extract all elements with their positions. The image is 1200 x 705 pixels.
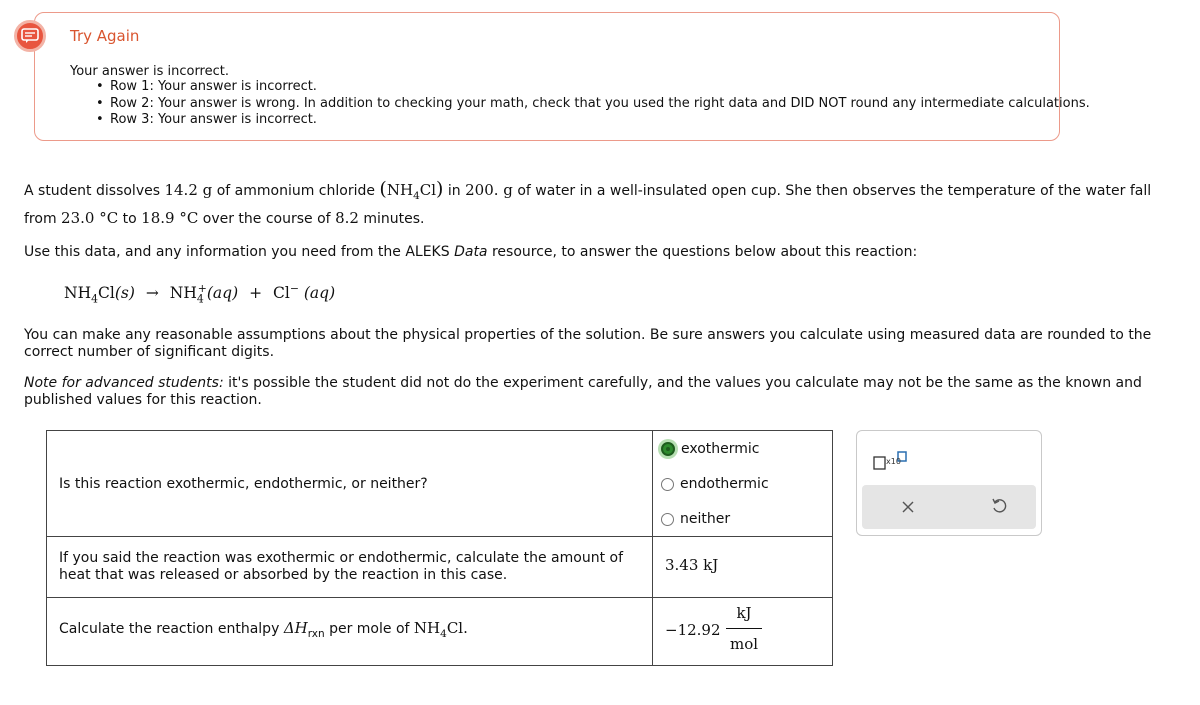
data-resource-link: Data <box>454 244 488 260</box>
heat-answer-input[interactable]: 3.43 kJ <box>665 556 719 574</box>
unit-numerator: kJ <box>736 604 752 622</box>
feedback-list <box>93 79 1090 129</box>
advanced-note: Note for advanced students: it's possible the student did not do the experiment carefully, and the values you calculate may not be the same as the known and published values for this reaction. <box>24 375 1142 408</box>
mass-salt: 14.2 g <box>164 181 213 199</box>
radio-empty-icon[interactable] <box>661 478 674 491</box>
reaction-arrow-icon: → <box>145 284 159 303</box>
x10-label: x10 <box>886 457 901 466</box>
formula-nh4cl: $NH_4Cl$ <box>386 181 437 202</box>
radio-selected-icon[interactable] <box>661 442 675 456</box>
row-3-question: Calculate the reaction enthalpy $\Delta H_{rxn}$ per mole of $NH_4Cl$. <box>59 619 468 640</box>
temp-end: 18.9 °C <box>141 209 199 227</box>
feedback-item-row-1: • Row 1: Your answer is incorrect. <box>93 79 1090 96</box>
fraction-bar <box>726 628 762 629</box>
mass-water: 200. g <box>465 181 513 199</box>
row-2-question: If you said the reaction was exothermic or endothermic, calculate the amount of heat that was released or absorbed by the reaction in this case. <box>59 550 623 583</box>
row-divider <box>47 597 832 598</box>
reaction-equation: $NH_4Cl(s) \to NH_4^+(aq) + Cl^-$ (aq) <box>64 282 336 306</box>
radio-neither[interactable]: neither <box>661 511 730 527</box>
time-value: 8.2 <box>335 209 359 227</box>
undo-icon[interactable] <box>991 498 1007 518</box>
radio-endothermic[interactable]: endothermic <box>661 476 769 492</box>
table-divider <box>652 431 653 665</box>
problem-line-1: A student dissolves 14.2 g of ammonium chloride $(NH_4Cl)$ in 200. g of water in a well-insulated open cup. She then observes the temperature of the water fall <box>24 178 1152 202</box>
feedback-item-row-2: • Row 2: Your answer is wrong. In addition to checking your math, check that you used the right data and DID NOT round any intermediate calculations. <box>93 96 1090 113</box>
problem-line-2: from 23.0 °C to 18.9 °C over the course of 8.2 minutes. <box>24 209 425 227</box>
radio-empty-icon[interactable] <box>661 513 674 526</box>
enthalpy-answer-input[interactable]: −12.92 <box>665 621 721 639</box>
feedback-item-row-3: • Row 3: Your answer is incorrect. <box>93 112 1090 129</box>
radio-exothermic[interactable]: exothermic <box>661 441 760 457</box>
alert-icon <box>14 20 46 52</box>
row-1-question: Is this reaction exothermic, endothermic, or neither? <box>59 476 428 492</box>
answer-table <box>46 430 833 666</box>
feedback-summary: Your answer is incorrect. <box>70 64 229 79</box>
feedback-title: Try Again <box>70 27 140 45</box>
unit-denominator: mol <box>729 635 759 653</box>
row-divider <box>47 536 832 537</box>
tool-button-bar <box>862 485 1036 529</box>
instruction-text: Use this data, and any information you need from the ALEKS Data resource, to answer the questions below about this reaction: <box>24 244 918 260</box>
temp-start: 23.0 °C <box>61 209 119 227</box>
assumptions-text: You can make any reasonable assumptions about the physical properties of the solution. Be sure answers you calculate using measured data are rounded to the correct number of significant digits. <box>24 327 1152 360</box>
clear-icon[interactable] <box>901 499 915 518</box>
math-tool-panel <box>856 430 1042 536</box>
